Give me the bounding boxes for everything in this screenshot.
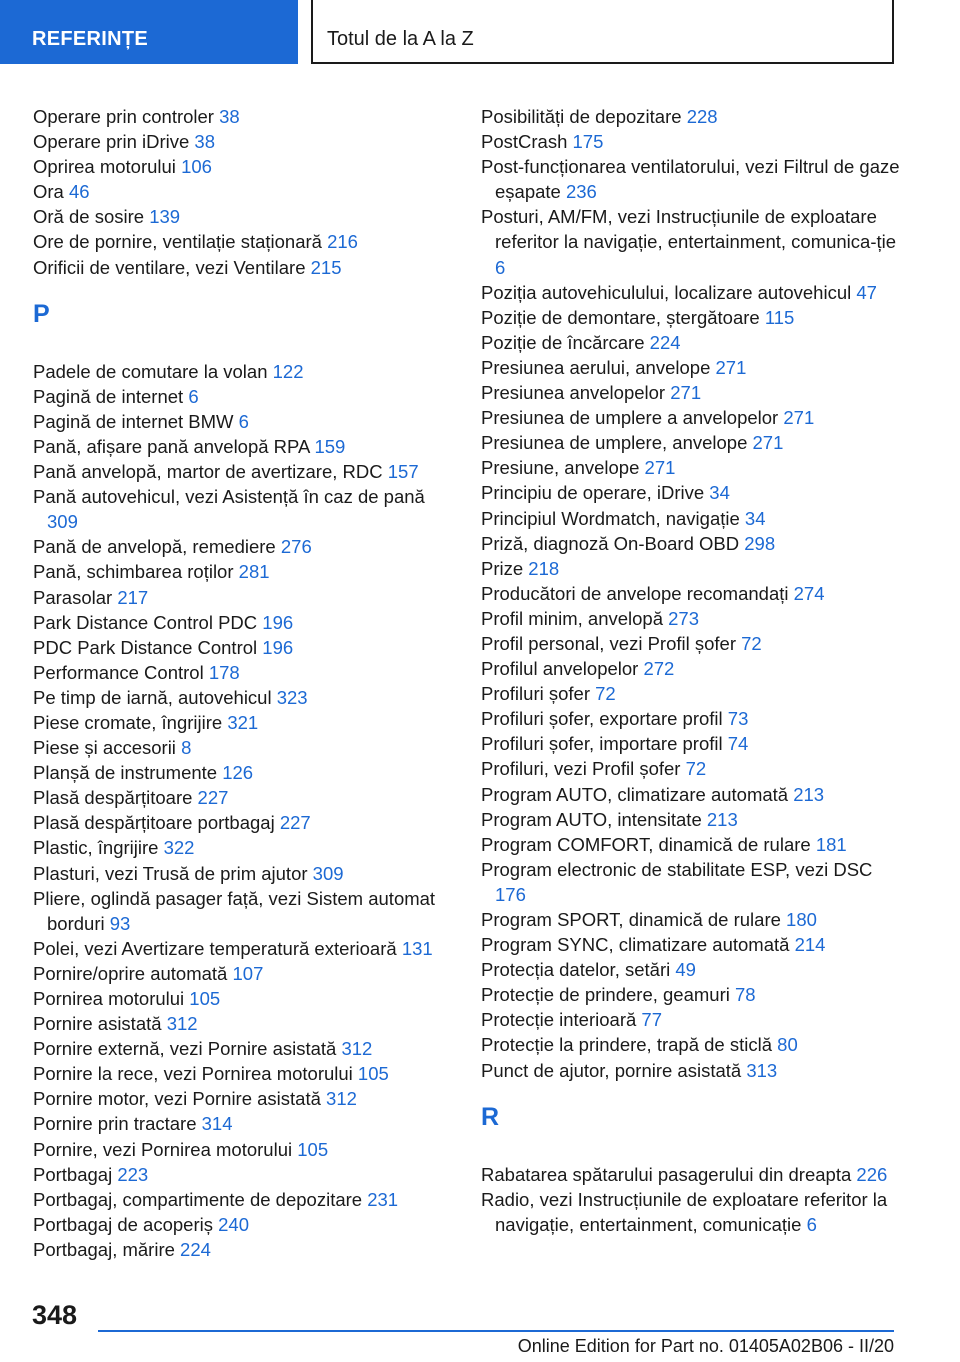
index-entry: [481, 280, 901, 305]
index-entry-text: Plasă despărțitoare portbagaj: [33, 812, 275, 834]
index-entry: [481, 1058, 901, 1083]
page-reference-link[interactable]: 281: [238, 561, 270, 583]
index-entry: [33, 484, 453, 534]
page-reference-link[interactable]: 216: [327, 231, 358, 253]
index-entry-text: Profilul anvelopelor: [481, 658, 639, 680]
index-entry-text: Plastic, îngrijire: [33, 837, 159, 859]
page-reference-link[interactable]: 180: [786, 909, 817, 930]
index-entry-text: Protecția datelor, setări: [481, 959, 671, 981]
index-entry-text: Pornire/oprire automată: [33, 962, 228, 984]
index-entry-text: Pornire externă, vezi Pornire asistată: [33, 1038, 337, 1060]
page-reference-link[interactable]: 271: [670, 382, 702, 404]
index-entry-text: Pliere, oglindă pasager față, vezi Sistem automat borduri: [33, 887, 436, 934]
index-entry: [481, 982, 901, 1007]
index-entry: [481, 581, 901, 606]
index-entry: [33, 1036, 453, 1061]
index-entry-text: Principiu de operare, iDrive: [481, 482, 705, 504]
index-entry: [481, 129, 901, 154]
index-entry: [481, 731, 901, 756]
index-entry-text: Prize: [481, 557, 524, 579]
index-entry-text: Operare prin controler: [33, 106, 214, 127]
page-reference-link[interactable]: 271: [715, 356, 747, 378]
index-entry: [33, 559, 453, 584]
index-entry: [33, 685, 453, 710]
index-entry: [481, 807, 901, 832]
index-entry-text: Posibilități de depozitare: [481, 106, 682, 127]
page-reference-link[interactable]: 322: [163, 837, 195, 859]
index-entry: [33, 1061, 453, 1086]
index-entry-text: Rabatarea spătarului pasagerului din dreapta: [481, 1163, 852, 1185]
page-reference-link[interactable]: 49: [675, 959, 696, 981]
index-entry-text: Pornire prin tractare: [33, 1113, 197, 1135]
index-entry-text: Pană anvelopă, martor de avertizare, RDC: [33, 461, 383, 483]
index-entry-text: Operare prin iDrive: [33, 131, 190, 153]
index-entry-text: Ore de pornire, ventilație staționară: [33, 231, 322, 253]
page-reference-link[interactable]: 126: [222, 762, 254, 784]
page-reference-link[interactable]: 72: [595, 683, 616, 705]
index-entry-text: Pană autovehicul, vezi Asistență în caz de pană: [33, 486, 425, 508]
index-entry-text: Performance Control: [33, 661, 204, 683]
index-entry: [33, 760, 453, 785]
index-entry-text: Protecție la prindere, trapă de sticlă: [481, 1034, 773, 1056]
index-entry-text: Profiluri șofer: [481, 683, 590, 705]
index-entry-text: Oră de sosire: [33, 206, 145, 228]
page-reference-link[interactable]: 276: [280, 536, 312, 558]
index-entry-text: Padele de comutare la volan: [33, 360, 268, 382]
index-entry-text: Piese cromate, îngrijire: [33, 711, 223, 733]
page-reference-link[interactable]: 106: [181, 156, 212, 178]
index-entry: [33, 735, 453, 760]
page-reference-link[interactable]: 115: [764, 306, 795, 328]
index-entry-text: Portbagaj, compartimente de depozitare: [33, 1188, 363, 1210]
index-entry-text: Presiunea de umplere, anvelope: [481, 432, 748, 454]
page-reference-link[interactable]: 273: [668, 607, 700, 629]
page-reference-link[interactable]: 139: [149, 206, 181, 228]
index-entry-text: Program electronic de stabilitate ESP, vezi DSC: [481, 858, 873, 880]
index-entry: [33, 861, 453, 886]
index-entry: [481, 1162, 901, 1187]
page-reference-link[interactable]: 176: [495, 883, 526, 905]
index-entry: [33, 886, 453, 936]
index-entry: [481, 305, 901, 330]
edition-note: Online Edition for Part no. 01405A02B06 - II/20: [517, 1336, 894, 1356]
page-reference-link[interactable]: 298: [744, 532, 776, 554]
index-entry-text: Program SPORT, dinamică de rulare: [481, 909, 781, 930]
index-entry: [481, 455, 901, 480]
index-entry-text: Plasturi, vezi Trusă de prim ajutor: [33, 862, 308, 884]
index-entry: [481, 1187, 901, 1237]
page-reference-link[interactable]: 6: [806, 1213, 817, 1235]
page-reference-link[interactable]: 34: [709, 482, 730, 504]
page-reference-link[interactable]: 46: [68, 181, 90, 203]
section-title: REFERINȚE: [32, 28, 149, 50]
index-entry: [481, 756, 901, 781]
index-entry: [33, 585, 453, 610]
index-entry: [481, 782, 901, 807]
index-entry-text: PostCrash: [481, 131, 568, 153]
page-number: 348: [32, 1300, 78, 1330]
index-entry-text: Pornire asistată: [33, 1013, 162, 1035]
page-reference-link[interactable]: 312: [326, 1088, 357, 1110]
index-entry-text: Portbagaj de acoperiș: [33, 1213, 213, 1235]
page-reference-link[interactable]: 271: [783, 407, 815, 429]
page-reference-link[interactable]: 178: [208, 661, 240, 683]
page-reference-link[interactable]: 312: [166, 1013, 198, 1035]
index-entry-text: Post-funcționarea ventilatorului, vezi Filtrul de gaze eșapate: [481, 156, 900, 203]
index-column-left: [33, 104, 453, 1262]
index-entry-text: Plasă despărțitoare: [33, 787, 193, 809]
index-entry-text: Pe timp de iarnă, autovehicul: [33, 686, 272, 708]
page-reference-link[interactable]: 227: [279, 812, 311, 834]
index-entry: [481, 480, 901, 505]
page-reference-link[interactable]: 309: [47, 511, 78, 533]
index-entry: [33, 810, 453, 835]
index-entry-text: Parasolar: [33, 586, 113, 608]
index-entry: [33, 154, 453, 179]
index-entry: [481, 380, 901, 405]
index-entry: [481, 932, 901, 957]
page-reference-link[interactable]: 226: [856, 1163, 888, 1185]
page-reference-link[interactable]: 72: [685, 758, 707, 780]
index-entry: [33, 204, 453, 229]
index-entry: [33, 936, 453, 961]
index-entry: [33, 1162, 453, 1187]
index-entry: [481, 405, 901, 430]
index-entry-text: Pagină de internet: [33, 385, 184, 407]
index-entry: [33, 384, 453, 409]
page-reference-link[interactable]: 159: [314, 435, 346, 457]
page-reference-link[interactable]: 105: [297, 1138, 329, 1160]
index-entry-text: Poziție de încărcare: [481, 331, 645, 353]
page-reference-link[interactable]: 224: [180, 1238, 211, 1260]
footer-divider: [98, 1330, 894, 1332]
index-entry-text: Ora: [33, 181, 64, 203]
index-entry-text: Presiune, anvelope: [481, 457, 640, 479]
page-reference-link[interactable]: 73: [727, 708, 749, 730]
index-entry: [481, 681, 901, 706]
page-reference-link[interactable]: 213: [706, 808, 738, 830]
index-entry-text: Protecție interioară: [481, 1009, 637, 1031]
chapter-title: Totul de la A la Z: [327, 28, 474, 50]
index-entry: [481, 957, 901, 982]
index-entry: [33, 785, 453, 810]
page-reference-link[interactable]: 105: [357, 1063, 389, 1085]
index-entry-text: Program AUTO, intensitate: [481, 808, 702, 830]
page-reference-link[interactable]: 231: [367, 1188, 399, 1210]
index-entry: [481, 154, 901, 204]
page-reference-link[interactable]: 224: [649, 331, 681, 353]
index-entry-text: Poziția autovehiculului, localizare autovehicul: [481, 281, 852, 303]
index-entry-text: Polei, vezi Avertizare temperatură exterioară: [33, 937, 397, 959]
page-reference-link[interactable]: 122: [272, 360, 304, 382]
page-reference-link[interactable]: 77: [641, 1009, 662, 1031]
page-reference-link[interactable]: 323: [276, 686, 308, 708]
page-reference-link[interactable]: 271: [644, 457, 676, 479]
page-reference-link[interactable]: 38: [219, 106, 240, 127]
index-entry: [33, 1086, 453, 1111]
index-entry-text: Pană, afișare pană anvelopă RPA: [33, 435, 310, 457]
index-entry-text: Producători de anvelope recomandați: [481, 582, 789, 604]
index-entry-text: Pană de anvelopă, remediere: [33, 536, 276, 558]
index-entry-text: Poziție de demontare, ștergătoare: [481, 306, 760, 328]
page-reference-link[interactable]: 227: [197, 787, 229, 809]
index-entry: [481, 355, 901, 380]
page-reference-link[interactable]: 313: [746, 1059, 778, 1081]
index-entry: [33, 1111, 453, 1136]
index-entry: [33, 104, 453, 129]
page-reference-link[interactable]: 74: [727, 733, 749, 755]
page-reference-link[interactable]: 215: [310, 256, 342, 278]
page-reference-link[interactable]: 274: [793, 582, 825, 604]
page-reference-link[interactable]: 223: [117, 1163, 149, 1185]
page-reference-link[interactable]: 38: [194, 131, 215, 153]
index-entry: [33, 534, 453, 559]
index-entry-text: Piese și accesorii: [33, 737, 176, 759]
index-entry-text: Posturi, AM/FM, vezi Instrucțiunile de exploatare referitor la navigație, entertainment, comunica-ție: [481, 206, 897, 253]
index-entry-text: Profiluri, vezi Profil șofer: [481, 758, 681, 780]
page-reference-link[interactable]: 218: [528, 557, 560, 579]
index-entry-text: Program SYNC, climatizare automată: [481, 934, 790, 956]
index-entry: [33, 255, 453, 280]
page-reference-link[interactable]: 107: [232, 962, 264, 984]
index-entry: [33, 434, 453, 459]
page-reference-link[interactable]: 175: [572, 131, 604, 153]
index-entry: [33, 660, 453, 685]
page-reference-link[interactable]: 6: [238, 410, 249, 432]
index-entry: [33, 459, 453, 484]
index-entry-text: Radio, vezi Instrucțiunile de exploatare referitor la navigație, entertainment, comunicație: [481, 1188, 888, 1235]
index-entry: [481, 606, 901, 631]
index-entry: [481, 1007, 901, 1032]
index-entry-text: Orificii de ventilare, vezi Ventilare: [33, 256, 306, 278]
index-column-right: [481, 104, 901, 1237]
index-entry-text: Pagină de internet BMW: [33, 410, 234, 432]
index-entry-text: Punct de ajutor, pornire asistată: [481, 1059, 742, 1081]
index-entry: [33, 610, 453, 635]
index-entry: [481, 1032, 901, 1057]
index-entry-text: Protecție de prindere, geamuri: [481, 984, 730, 1006]
index-entry: [481, 330, 901, 355]
index-letter-heading: P: [33, 299, 50, 328]
index-entry-text: Pană, schimbarea roților: [33, 561, 234, 583]
index-entry: [481, 531, 901, 556]
index-entry: [481, 706, 901, 731]
index-entry: [481, 656, 901, 681]
page-reference-link[interactable]: 78: [735, 984, 756, 1006]
index-entry-text: Presiunea anvelopelor: [481, 382, 666, 404]
index-entry: [481, 631, 901, 656]
page-reference-link[interactable]: 47: [856, 281, 877, 303]
index-entry-text: Presiunea aerului, anvelope: [481, 356, 711, 378]
index-entry: [481, 907, 901, 932]
page-reference-link[interactable]: 309: [312, 862, 344, 884]
index-entry-text: Principiul Wordmatch, navigație: [481, 507, 740, 529]
index-entry: [33, 409, 453, 434]
page-reference-link[interactable]: 34: [744, 507, 766, 529]
index-entry: [481, 430, 901, 455]
index-entry-text: Planșă de instrumente: [33, 762, 218, 784]
page-reference-link[interactable]: 157: [387, 461, 419, 483]
page-reference-link[interactable]: 321: [227, 711, 259, 733]
index-entry: [33, 961, 453, 986]
index-entry-text: Portbagaj, mărire: [33, 1238, 175, 1260]
index-entry: [33, 835, 453, 860]
index-entry: [481, 204, 901, 279]
index-entry-text: Pornire, vezi Pornirea motorului: [33, 1138, 293, 1160]
index-entry-text: Presiunea de umplere a anvelopelor: [481, 407, 779, 429]
index-entry: [481, 556, 901, 581]
index-entry: [33, 1137, 453, 1162]
index-entry: [33, 1212, 453, 1237]
page-reference-link[interactable]: 213: [793, 783, 825, 805]
index-entry: [33, 635, 453, 660]
index-entry: [481, 104, 901, 129]
page-reference-link[interactable]: 236: [565, 181, 597, 203]
index-entry: [33, 1011, 453, 1036]
index-entry-text: Profiluri șofer, exportare profil: [481, 708, 723, 730]
index-entry-text: PDC Park Distance Control: [33, 636, 258, 658]
page-reference-link[interactable]: 8: [181, 737, 192, 759]
index-entry-text: Park Distance Control PDC: [33, 611, 258, 633]
page-reference-link[interactable]: 196: [262, 611, 294, 633]
index-entry: [481, 506, 901, 531]
index-entry: [33, 986, 453, 1011]
index-entry-text: Profil personal, vezi Profil șofer: [481, 632, 736, 654]
page-reference-link[interactable]: 272: [643, 658, 675, 680]
page-reference-link[interactable]: 312: [341, 1038, 373, 1060]
index-entry-text: Pornire la rece, vezi Pornirea motorului: [33, 1063, 353, 1085]
page-reference-link[interactable]: 196: [262, 636, 294, 658]
page-reference-link[interactable]: 181: [815, 833, 847, 855]
index-entry-text: Profiluri șofer, importare profil: [481, 733, 723, 755]
index-entry-text: Oprirea motorului: [33, 156, 176, 178]
index-entry: [33, 129, 453, 154]
index-entry-text: Program COMFORT, dinamică de rulare: [481, 833, 811, 855]
page-reference-link[interactable]: 80: [777, 1034, 798, 1056]
index-entry: [33, 710, 453, 735]
index-entry: [33, 229, 453, 254]
index-entry: [33, 179, 453, 204]
index-letter-heading: R: [481, 1102, 500, 1131]
page-reference-link[interactable]: 228: [686, 106, 718, 127]
page-reference-link[interactable]: 6: [188, 385, 199, 407]
index-entry: [33, 1187, 453, 1212]
page-reference-link[interactable]: 240: [218, 1213, 249, 1235]
index-entry-text: Pornirea motorului: [33, 988, 185, 1009]
page-reference-link[interactable]: 131: [401, 937, 433, 959]
page-reference-link[interactable]: 105: [189, 988, 221, 1009]
page-reference-link[interactable]: 314: [201, 1113, 233, 1135]
page-reference-link[interactable]: 217: [117, 586, 149, 608]
page-reference-link[interactable]: 214: [794, 934, 826, 956]
index-entry: [33, 1237, 453, 1262]
index-entry: [33, 359, 453, 384]
page-reference-link[interactable]: 93: [109, 912, 131, 934]
index-entry: [481, 857, 901, 907]
section-tab: [0, 0, 298, 64]
index-entry-text: Priză, diagnoză On-Board OBD: [481, 532, 740, 554]
index-entry-text: Program AUTO, climatizare automată: [481, 783, 789, 805]
page-reference-link[interactable]: 72: [741, 632, 762, 654]
chapter-header: [311, 0, 894, 64]
index-entry-text: Profil minim, anvelopă: [481, 607, 663, 629]
index-entry: [481, 832, 901, 857]
index-entry-text: Pornire motor, vezi Pornire asistată: [33, 1088, 321, 1110]
index-entry-text: Portbagaj: [33, 1163, 113, 1185]
page-reference-link[interactable]: 6: [495, 256, 506, 278]
page-reference-link[interactable]: 271: [752, 432, 784, 454]
